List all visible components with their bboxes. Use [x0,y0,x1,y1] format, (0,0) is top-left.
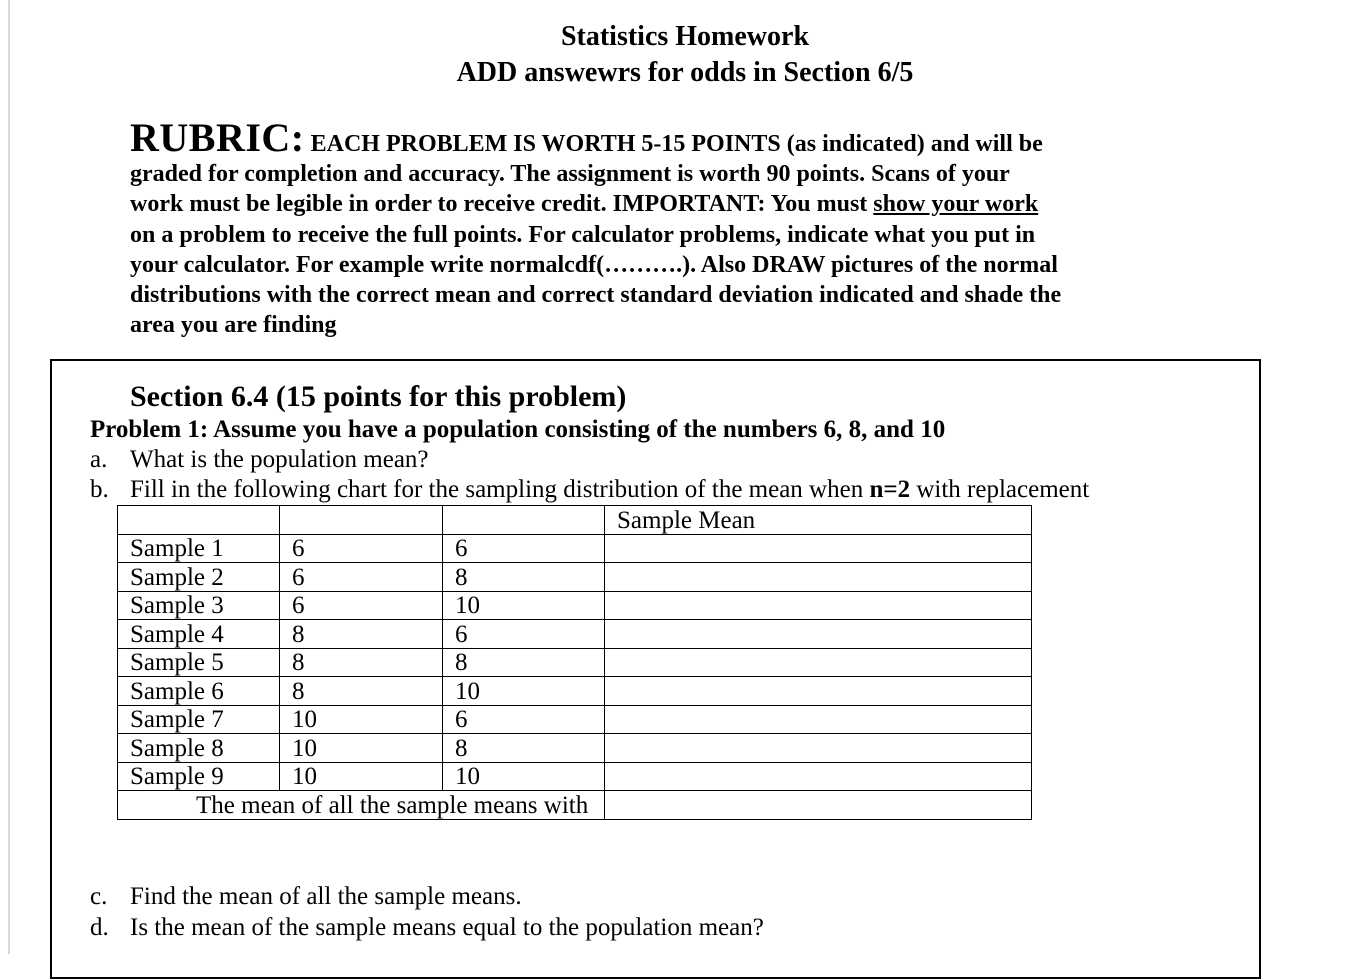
rubric-line-1-tail: (as indicated) and will be [786,131,1043,157]
question-d-letter: d. [90,914,109,941]
sample-label: Sample 2 [118,563,280,592]
question-a-text: What is the population mean? [130,446,429,473]
first-value: 6 [280,534,443,563]
sample-mean-cell[interactable] [605,591,1032,620]
question-d [90,913,764,943]
table-row [118,648,1032,677]
rubric-caps-text: EACH PROBLEM IS WORTH 5-15 POINTS [310,131,781,157]
second-value: 8 [443,734,605,763]
second-value: 6 [443,620,605,649]
section-heading: Section 6.4 (15 points for this problem) [130,380,627,413]
first-value: 8 [280,620,443,649]
rubric-paragraph [130,115,1190,340]
sample-mean-cell[interactable] [605,534,1032,563]
table-header-cell [443,506,605,535]
second-value: 6 [443,705,605,734]
rubric-line-1 [130,115,1190,160]
sample-mean-cell[interactable] [605,563,1032,592]
sample-mean-cell[interactable] [605,705,1032,734]
first-value: 6 [280,563,443,592]
table-header-cell [280,506,443,535]
table-header-row [118,506,1032,535]
sample-label: Sample 1 [118,534,280,563]
sample-label: Sample 6 [118,677,280,706]
sample-label: Sample 5 [118,648,280,677]
sample-label: Sample 3 [118,591,280,620]
page-title: Statistics Homework [560,21,810,52]
question-c-letter: c. [90,883,108,910]
table-row [118,734,1032,763]
second-value: 6 [443,534,605,563]
rubric-line-6: distributions with the correct mean and correct standard deviation indicated and shade the [130,282,1062,309]
sample-label: Sample 4 [118,620,280,649]
sampling-distribution-table [117,505,1032,820]
question-c [90,882,522,912]
sample-mean-cell[interactable] [605,734,1032,763]
rubric-line-7: area you are finding [130,312,337,339]
table-row [118,705,1032,734]
sample-mean-cell[interactable] [605,762,1032,791]
sample-mean-header: Sample Mean [605,506,1032,535]
rubric-line-3 [130,189,1190,219]
question-b-text: Fill in the following chart for the sampling distribution of the mean when [130,476,870,503]
sample-mean-cell[interactable] [605,648,1032,677]
first-value: 8 [280,677,443,706]
mean-of-sample-means-label: The mean of all the sample means with [118,791,605,820]
rubric-line-5: your calculator. For example write normalcdf(……….). Also DRAW pictures of the normal [130,251,1058,278]
rubric-line-3-text: work must be legible in order to receive credit. IMPORTANT: You must [130,191,874,218]
question-b-text-end: with replacement [910,476,1090,503]
sample-mean-cell[interactable] [605,677,1032,706]
sample-mean-cell[interactable] [605,620,1032,649]
rubric-label: RUBRIC: [130,115,305,160]
question-b [90,475,1089,505]
table-row [118,534,1032,563]
page-subtitle: ADD answewrs for odds in Section 6/5 [456,57,914,88]
page-left-edge [8,0,10,954]
sample-label: Sample 9 [118,762,280,791]
second-value: 8 [443,648,605,677]
question-d-text: Is the mean of the sample means equal to the population mean? [130,914,764,941]
second-value: 10 [443,677,605,706]
question-c-text: Find the mean of all the sample means. [130,883,522,910]
table-row [118,591,1032,620]
first-value: 10 [280,705,443,734]
first-value: 8 [280,648,443,677]
first-value: 10 [280,734,443,763]
second-value: 8 [443,563,605,592]
problem-statement: Problem 1: Assume you have a population consisting of the numbers 6, 8, and 10 [90,416,946,443]
first-value: 10 [280,762,443,791]
table-row [118,620,1032,649]
table-row [118,762,1032,791]
table-header-cell [118,506,280,535]
second-value: 10 [443,591,605,620]
mean-of-sample-means-cell[interactable] [605,791,1032,820]
rubric-line-2: graded for completion and accuracy. The assignment is worth 90 points. Scans of your [130,161,1010,188]
question-a-letter: a. [90,446,108,473]
question-b-letter: b. [90,476,109,503]
table-row [118,677,1032,706]
table-footer-row [118,791,1032,820]
second-value: 10 [443,762,605,791]
table-row [118,563,1032,592]
sample-label: Sample 8 [118,734,280,763]
question-a [90,445,429,475]
question-b-n-value: n=2 [869,476,911,503]
rubric-show-your-work: show your work [873,191,1039,218]
rubric-line-4: on a problem to receive the full points. For calculator problems, indicate what you put in [130,221,1036,248]
first-value: 6 [280,591,443,620]
sample-label: Sample 7 [118,705,280,734]
